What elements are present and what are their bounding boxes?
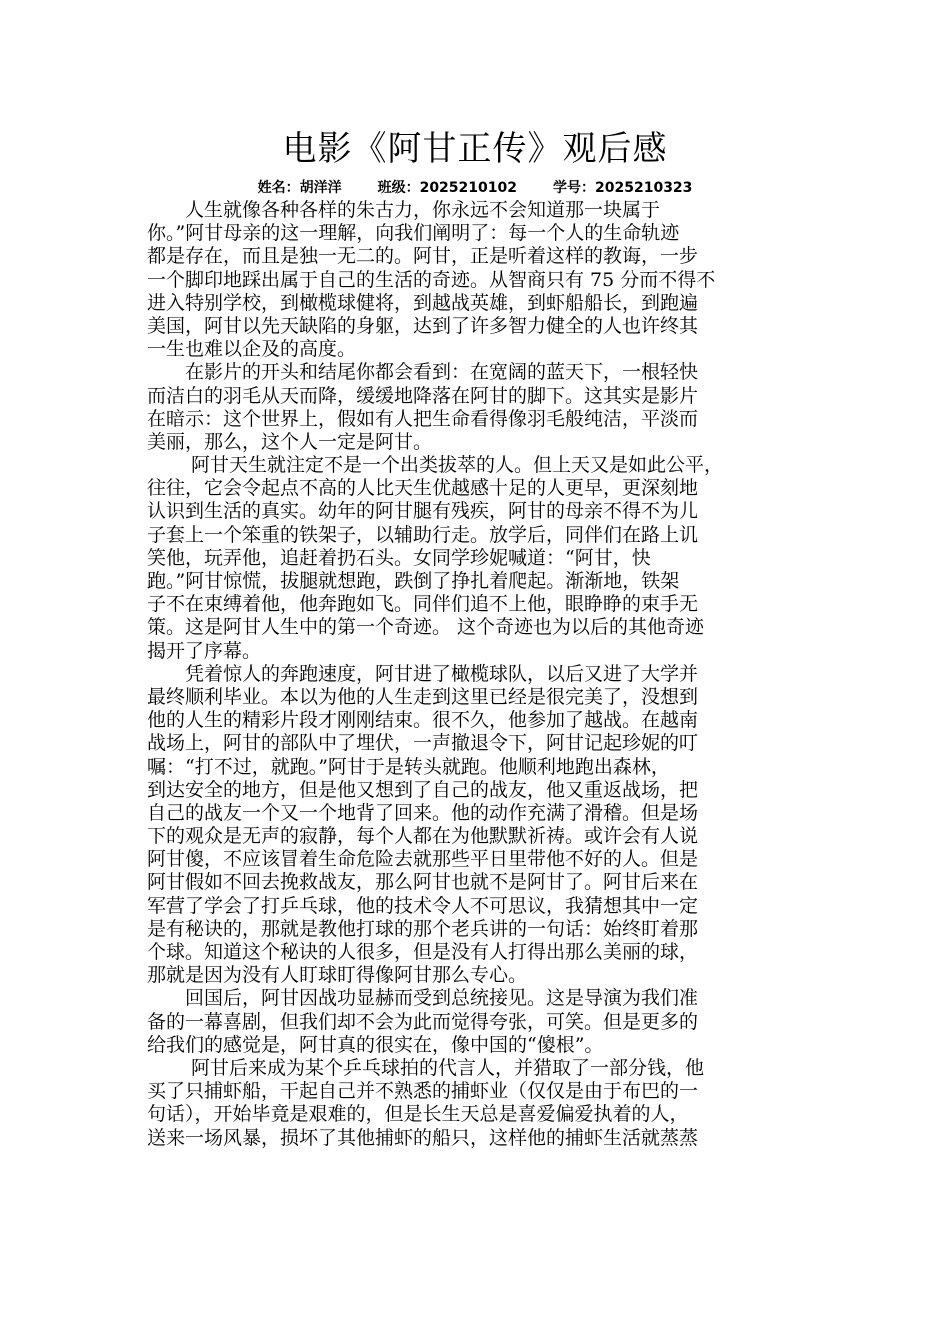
text-line: 策。这是阿甘人生中的第一个奇迹。 这个奇迹也为以后的其他奇迹 bbox=[147, 616, 705, 639]
document-title: 电影《阿甘正传》观后感 bbox=[282, 129, 668, 169]
text-line: 个球。知道这个秘诀的人很多，但是没有人打得出那么美丽的球， bbox=[147, 941, 699, 963]
text-line: 备的一幕喜剧，但我们却不会为此而觉得夸张，可笑。但是更多的 bbox=[147, 1010, 699, 1033]
text-line: 在影片的开头和结尾你都会看到：在宽阔的蓝天下，一根轻快 bbox=[147, 361, 699, 384]
text-line: 到达安全的地方，但是他又想到了自己的战友，他又重返战场，把 bbox=[147, 778, 699, 801]
text-line: 自己的战友一个又一个地背了回来。他的动作充满了滑稽。但是场 bbox=[147, 801, 699, 824]
text-line: 子套上一个笨重的铁架子，以辅助行走。放学后，同伴们在路上讥 bbox=[147, 523, 699, 546]
text-line: 嘱：“打不过，就跑。”阿甘于是转头就跑。他顺利地跑出森林， bbox=[147, 755, 670, 778]
author-student-id: 学号：2025210323 bbox=[553, 180, 693, 196]
text-line: 句话），开始毕竟是艰难的，但是长生天总是喜爱偏爱执着的人， bbox=[147, 1103, 689, 1126]
text-line: 阿甘假如不回去挽救战友，那么阿甘也就不是阿甘了。阿甘后来在 bbox=[147, 871, 699, 894]
text-line: 给我们的感觉是，阿甘真的很实在，像中国的“傻根”。 bbox=[147, 1033, 604, 1056]
text-line: 往往，它会令起点不高的人比天生优越感十足的人更早，更深刻地 bbox=[147, 477, 699, 500]
text-line: 最终顺利毕业。本以为他的人生走到这里已经是很完美了，没想到 bbox=[147, 685, 699, 708]
text-line: 回国后，阿甘因战功显赫而受到总统接见。这是导演为我们准 bbox=[147, 987, 699, 1010]
essay-body bbox=[147, 199, 807, 1150]
text-line: 美国，阿甘以先天缺陷的身躯，达到了许多智力健全的人也许终其 bbox=[147, 314, 699, 337]
text-line: 子不在束缚着他，他奔跑如飞。同伴们追不上他，眼睁睁的束手无 bbox=[147, 593, 699, 616]
text-line: 跑。”阿甘惊慌，拔腿就想跑，跌倒了挣扎着爬起。渐渐地，铁架 bbox=[147, 570, 680, 592]
text-line: 你。”阿甘母亲的这一理解，向我们阐明了：每一个人的生命轨迹 bbox=[147, 222, 680, 245]
text-line: 而洁白的羽毛从天而降，缓缓地降落在阿甘的脚下。这其实是影片 bbox=[147, 384, 699, 407]
text-line: 一个脚印地踩出属于自己的生活的奇迹。从智商只有 75 分而不得不 bbox=[147, 268, 716, 291]
text-line: 战场上，阿甘的部队中了埋伏，一声撤退令下，阿甘记起珍妮的叮 bbox=[147, 732, 699, 755]
text-line: 下的观众是无声的寂静，每个人都在为他默默祈祷。或许会有人说 bbox=[147, 825, 699, 848]
text-line: 在暗示：这个世界上，假如有人把生命看得像羽毛般纯洁，平淡而 bbox=[147, 407, 699, 430]
text-line: 阿甘傻，不应该冒着生命危险去就那些平日里带他不好的人。但是 bbox=[147, 848, 699, 871]
text-line: 他的人生的精彩片段才刚刚结束。很不久，他参加了越战。在越南 bbox=[147, 709, 699, 732]
author-class: 班级：2025210102 bbox=[377, 180, 517, 196]
author-info bbox=[0, 178, 950, 198]
text-line: 进入特别学校，到橄榄球健将，到越战英雄，到虾船船长，到跑遍 bbox=[147, 291, 699, 314]
text-line: 笑他，玩弄他，追赶着扔石头。女同学珍妮喊道：“阿甘，快 bbox=[147, 546, 651, 569]
text-line: 一生也难以企及的高度。 bbox=[147, 338, 357, 361]
text-line: 都是存在，而且是独一无二的。阿甘，正是听着这样的教诲，一步 bbox=[147, 245, 699, 268]
text-line: 阿甘后来成为某个乒乓球拍的代言人，并猎取了一部分钱，他 bbox=[147, 1056, 705, 1079]
text-line: 军营了学会了打乒乓球，他的技术令人不可思议，我猜想其中一定 bbox=[147, 894, 699, 917]
text-line: 买了只捕虾船，干起自己并不熟悉的捕虾业（仅仅是由于布巴的一 bbox=[147, 1080, 699, 1103]
text-line: 阿甘天生就注定不是一个出类拔萃的人。但上天又是如此公平， bbox=[147, 454, 724, 477]
text-line: 凭着惊人的奔跑速度，阿甘进了橄榄球队，以后又进了大学并 bbox=[147, 662, 699, 685]
text-line: 人生就像各种各样的朱古力，你永远不会知道那一块属于 bbox=[147, 199, 661, 221]
text-line: 揭开了序幕。 bbox=[147, 639, 262, 662]
text-line: 那就是因为没有人盯球盯得像阿甘那么专心。 bbox=[147, 964, 528, 987]
text-line: 送来一场风暴，损坏了其他捕虾的船只，这样他的捕虾生活就蒸蒸 bbox=[147, 1126, 699, 1149]
author-name: 姓名：胡洋洋 bbox=[257, 180, 342, 196]
text-line: 认识到生活的真实。幼年的阿甘腿有残疾，阿甘的母亲不得不为儿 bbox=[147, 500, 699, 523]
text-line: 是有秘诀的，那就是教他打球的那个老兵讲的一句话：始终盯着那 bbox=[147, 917, 699, 940]
text-line: 美丽，那么，这个人一定是阿甘。 bbox=[147, 430, 433, 453]
